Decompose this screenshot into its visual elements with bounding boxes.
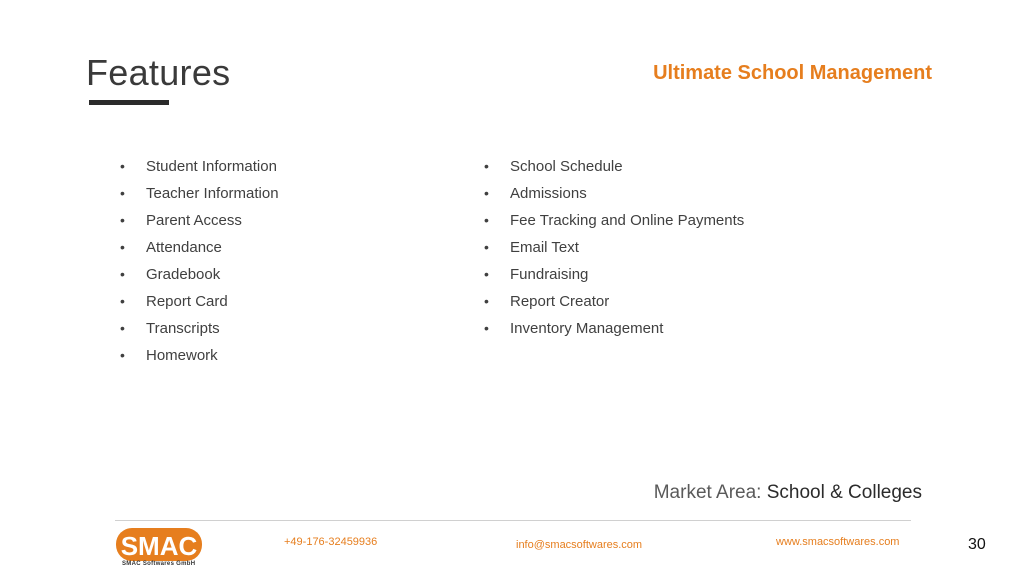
- feature-label: Student Information: [146, 158, 277, 175]
- feature-label: Email Text: [510, 239, 579, 256]
- title-underline: [89, 100, 169, 105]
- bullet-icon: •: [484, 185, 489, 201]
- list-item: [120, 236, 279, 263]
- website-link[interactable]: www.smacsoftwares.com: [776, 536, 900, 548]
- feature-label: School Schedule: [510, 158, 623, 175]
- email-link[interactable]: info@smacsoftwares.com: [516, 539, 643, 551]
- bullet-icon: •: [120, 266, 125, 282]
- page-title: Features: [86, 52, 231, 93]
- bullet-icon: •: [484, 239, 489, 255]
- list-item: [484, 290, 744, 317]
- list-item: [120, 155, 279, 182]
- feature-list-right: [484, 155, 744, 344]
- feature-label: Admissions: [510, 185, 587, 202]
- feature-label: Inventory Management: [510, 320, 664, 337]
- bullet-icon: •: [120, 212, 125, 228]
- logo-text: SMAC: [120, 531, 198, 561]
- feature-label: Fundraising: [510, 266, 589, 283]
- list-item: [484, 236, 744, 263]
- feature-label: Fee Tracking and Online Payments: [510, 212, 745, 229]
- list-item: [120, 209, 279, 236]
- feature-label: Homework: [146, 347, 218, 364]
- bullet-icon: •: [120, 239, 125, 255]
- list-item: [120, 290, 279, 317]
- bullet-icon: •: [484, 293, 489, 309]
- feature-label: Transcripts: [146, 320, 220, 337]
- bullet-icon: •: [120, 293, 125, 309]
- list-item: [120, 317, 279, 344]
- feature-label: Attendance: [146, 239, 222, 256]
- feature-label: Report Creator: [510, 293, 610, 310]
- slide-subtitle: Ultimate School Management: [653, 62, 932, 84]
- feature-label: Parent Access: [146, 212, 242, 229]
- list-item: [120, 182, 279, 209]
- phone-number: +49-176-32459936: [284, 536, 378, 548]
- list-item: [120, 344, 279, 371]
- list-item: [120, 263, 279, 290]
- market-area-label: Market Area:: [653, 482, 767, 503]
- bullet-icon: •: [484, 212, 489, 228]
- list-item: [484, 182, 744, 209]
- market-area-value: School & Colleges: [766, 482, 922, 503]
- bullet-icon: •: [120, 158, 125, 174]
- list-item: [484, 155, 744, 182]
- feature-label: Report Card: [146, 293, 228, 310]
- feature-list-left: [120, 155, 279, 371]
- page-number: 30: [968, 536, 986, 553]
- bullet-icon: •: [120, 320, 125, 336]
- bullet-icon: •: [484, 320, 489, 336]
- market-area: [654, 482, 922, 504]
- list-item: [484, 209, 744, 236]
- bullet-icon: •: [120, 185, 125, 201]
- bullet-icon: •: [484, 266, 489, 282]
- feature-label: Gradebook: [146, 266, 221, 283]
- footer-divider: [115, 520, 911, 521]
- feature-label: Teacher Information: [146, 185, 279, 202]
- bullet-icon: •: [484, 158, 489, 174]
- company-name: SMAC Softwares GmbH: [122, 561, 196, 567]
- list-item: [484, 263, 744, 290]
- bullet-icon: •: [120, 347, 125, 363]
- list-item: [484, 317, 744, 344]
